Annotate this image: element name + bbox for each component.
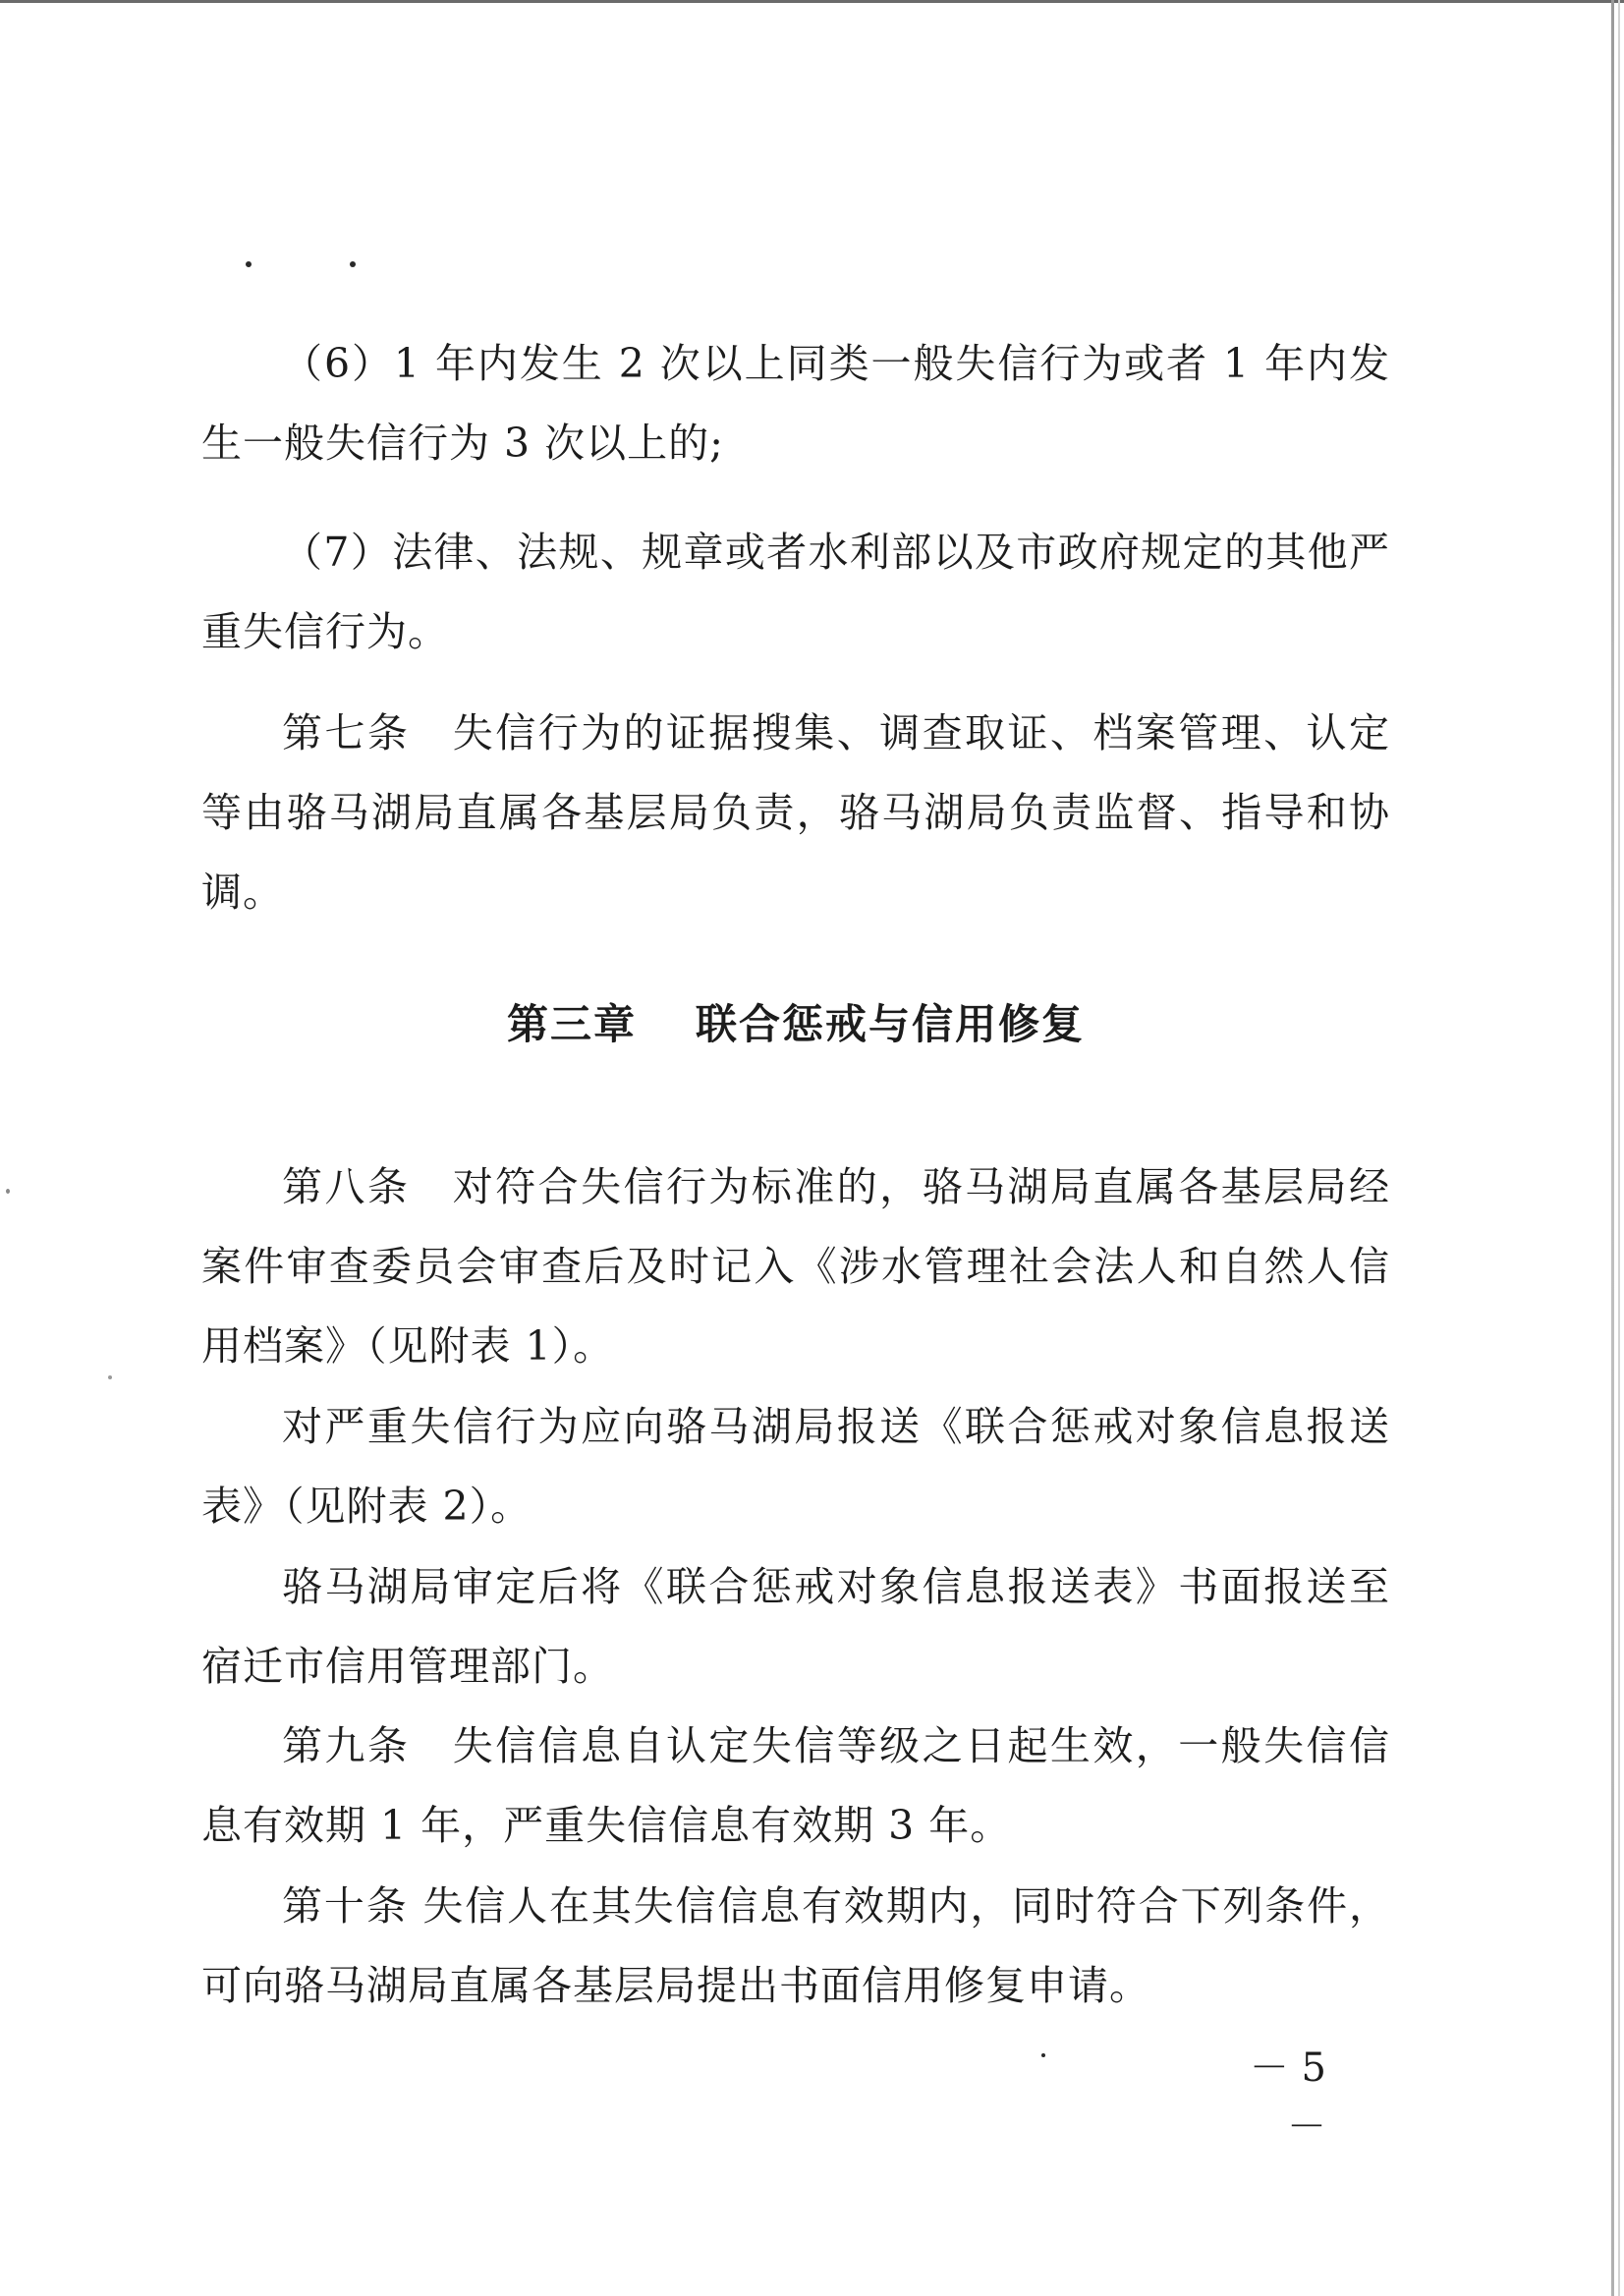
page-number: － 5 － (1249, 2045, 1326, 2150)
chapter-heading (201, 985, 1390, 1064)
review-and-submit-paragraph: 骆马湖局审定后将《联合惩戒对象信息报送表》书面报送至宿迁市信用管理部门。 (201, 1563, 1390, 1690)
scan-speck (108, 1375, 112, 1379)
item-6-paragraph: （6）1 年内发生 2 次以上同类一般失信行为或者 1 年内发生一般失信行为 3 次以上的; (201, 340, 1390, 467)
item-7-paragraph: （7）法律、法规、规章或者水利部以及市政府规定的其他严重失信行为。 (201, 529, 1390, 655)
chapter-title: 联合惩戒与信用修复 (696, 1000, 1086, 1048)
scan-right-edge (1611, 0, 1614, 2296)
article-7-paragraph: 第七条 失信行为的证据搜集、调查取证、档案管理、认定等由骆马湖局直属各基层局负责，骆马湖局负责监督、指导和协调。 (201, 709, 1390, 916)
scan-speck (1041, 2053, 1045, 2057)
article-8-paragraph: 第八条 对符合失信行为标准的，骆马湖局直属各基层局经案件审查委员会审查后及时记入《涉水管理社会法人和自然人信用档案》（见附表 1）。 (201, 1163, 1390, 1370)
article-9-paragraph: 第九条 失信信息自认定失信等级之日起生效，一般失信信息有效期 1 年，严重失信信息有效期 3 年。 (201, 1722, 1390, 1849)
chapter-number: 第三章 (506, 1000, 637, 1048)
scan-speck (246, 261, 252, 267)
scan-right-edge-inner (1618, 0, 1620, 2296)
article-10-paragraph: 第十条 失信人在其失信信息有效期内，同时符合下列条件，可向骆马湖局直属各基层局提出书面信用修复申请。 (201, 1882, 1390, 2009)
scan-speck (6, 1189, 10, 1194)
scan-top-edge (0, 0, 1624, 3)
scan-speck (350, 261, 356, 267)
serious-dishonesty-report-paragraph: 对严重失信行为应向骆马湖局报送《联合惩戒对象信息报送表》（见附表 2）。 (201, 1403, 1390, 1530)
